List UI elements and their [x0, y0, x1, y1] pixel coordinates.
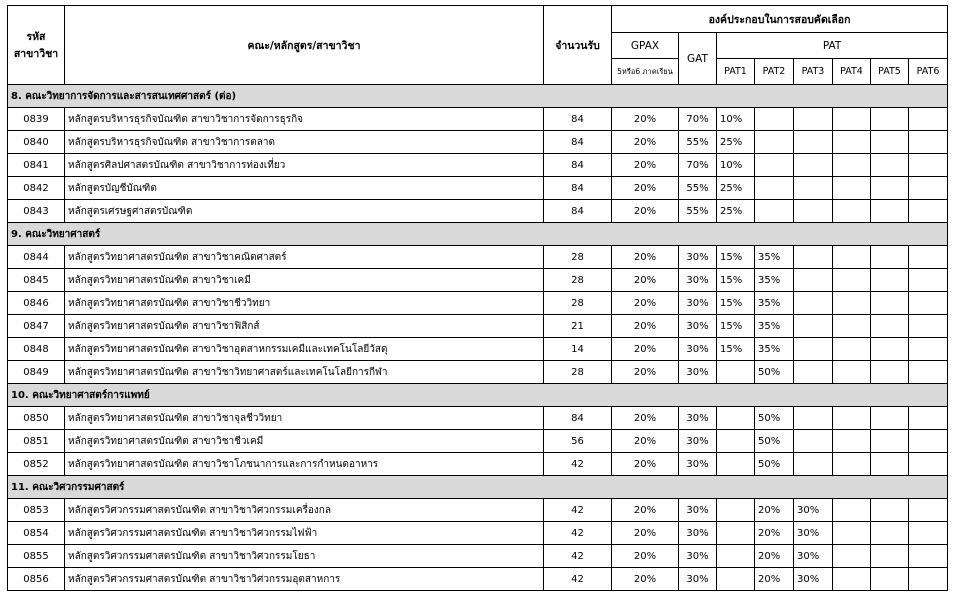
seats-cell: 28 — [544, 361, 612, 384]
pat5-cell — [871, 522, 909, 545]
pat3-cell — [794, 430, 833, 453]
pat6-cell — [909, 108, 948, 131]
pat3-cell — [794, 108, 833, 131]
pat4-cell — [833, 568, 871, 591]
pat3-cell — [794, 200, 833, 223]
pat6-cell — [909, 499, 948, 522]
pat1-cell: 25% — [717, 131, 755, 154]
pat1-cell — [717, 407, 755, 430]
pat3-cell — [794, 131, 833, 154]
code-cell: 0846 — [8, 292, 65, 315]
pat2-cell: 50% — [755, 430, 794, 453]
gpax-note: 5หรือ6 ภาคเรียน — [612, 59, 679, 85]
pat3-cell — [794, 269, 833, 292]
pat1-cell — [717, 568, 755, 591]
gpax-cell: 20% — [612, 568, 679, 591]
table-row — [8, 269, 948, 292]
table-row — [8, 177, 948, 200]
seats-cell: 28 — [544, 292, 612, 315]
gpax-cell: 20% — [612, 430, 679, 453]
pat6-cell — [909, 292, 948, 315]
pat3-cell — [794, 177, 833, 200]
code-cell: 0853 — [8, 499, 65, 522]
table-row — [8, 292, 948, 315]
pat4-cell — [833, 108, 871, 131]
pat1-cell: 15% — [717, 269, 755, 292]
gat-cell: 70% — [679, 154, 717, 177]
seats-cell: 84 — [544, 154, 612, 177]
pat5-cell — [871, 246, 909, 269]
pat6-cell — [909, 154, 948, 177]
pat1-cell: 25% — [717, 177, 755, 200]
table-row — [8, 453, 948, 476]
pat6-cell — [909, 177, 948, 200]
program-cell: หลักสูตรบัญชีบัณฑิต — [65, 177, 544, 200]
pat4-cell — [833, 407, 871, 430]
seats-cell: 84 — [544, 200, 612, 223]
pat1-cell — [717, 361, 755, 384]
seats-cell: 42 — [544, 453, 612, 476]
pat3-cell: 30% — [794, 568, 833, 591]
pat2-cell: 50% — [755, 407, 794, 430]
pat5-cell — [871, 338, 909, 361]
pat1-cell: 10% — [717, 108, 755, 131]
table-row — [8, 131, 948, 154]
gpax-cell: 20% — [612, 338, 679, 361]
program-cell: หลักสูตรบริหารธุรกิจบัณฑิต สาขาวิชาการตลาด — [65, 131, 544, 154]
pat2-cell — [755, 131, 794, 154]
pat3-cell: 30% — [794, 522, 833, 545]
pat4-cell — [833, 545, 871, 568]
program-cell: หลักสูตรวิทยาศาสตรบัณฑิต สาขาวิชาโภชนาการและการกำหนดอาหาร — [65, 453, 544, 476]
pat5-cell — [871, 200, 909, 223]
pat1-cell: 25% — [717, 200, 755, 223]
program-cell: หลักสูตรวิศวกรรมศาสตรบัณฑิต สาขาวิชาวิศวกรรมโยธา — [65, 545, 544, 568]
program-cell: หลักสูตรวิทยาศาสตรบัณฑิต สาขาวิชาชีววิทยา — [65, 292, 544, 315]
pat2-header: PAT2 — [755, 59, 794, 85]
pat6-header: PAT6 — [909, 59, 948, 85]
pat1-cell: 15% — [717, 246, 755, 269]
section-title: 9. คณะวิทยาศาสตร์ — [8, 223, 948, 246]
pat6-cell — [909, 338, 948, 361]
gpax-cell: 20% — [612, 315, 679, 338]
code-cell: 0845 — [8, 269, 65, 292]
pat4-cell — [833, 499, 871, 522]
code-cell: 0840 — [8, 131, 65, 154]
program-cell: หลักสูตรวิศวกรรมศาสตรบัณฑิต สาขาวิชาวิศวกรรมอุตสาหการ — [65, 568, 544, 591]
table-row — [8, 108, 948, 131]
gat-cell: 30% — [679, 499, 717, 522]
code-cell: 0851 — [8, 430, 65, 453]
gpax-cell: 20% — [612, 407, 679, 430]
table-row — [8, 499, 948, 522]
gpax-cell: 20% — [612, 545, 679, 568]
pat2-cell: 20% — [755, 545, 794, 568]
gpax-cell: 20% — [612, 292, 679, 315]
pat1-cell: 15% — [717, 292, 755, 315]
pat4-cell — [833, 131, 871, 154]
program-cell: หลักสูตรวิศวกรรมศาสตรบัณฑิต สาขาวิชาวิศวกรรมเครื่องกล — [65, 499, 544, 522]
section-row — [8, 476, 948, 499]
gat-cell: 30% — [679, 453, 717, 476]
pat5-cell — [871, 407, 909, 430]
pat2-cell: 35% — [755, 315, 794, 338]
pat1-cell — [717, 499, 755, 522]
gpax-cell: 20% — [612, 154, 679, 177]
gpax-cell: 20% — [612, 453, 679, 476]
pat2-cell: 20% — [755, 499, 794, 522]
code-cell: 0842 — [8, 177, 65, 200]
pat5-cell — [871, 315, 909, 338]
gpax-cell: 20% — [612, 499, 679, 522]
pat1-header: PAT1 — [717, 59, 755, 85]
pat4-cell — [833, 200, 871, 223]
pat2-cell: 35% — [755, 246, 794, 269]
pat5-cell — [871, 131, 909, 154]
table-body — [8, 85, 948, 591]
seats-cell: 42 — [544, 499, 612, 522]
program-cell: หลักสูตรศิลปศาสตรบัณฑิต สาขาวิชาการท่องเที่ยว — [65, 154, 544, 177]
gat-cell: 30% — [679, 246, 717, 269]
gat-cell: 30% — [679, 407, 717, 430]
seats-header: จำนวนรับ — [544, 6, 612, 85]
pat2-cell: 50% — [755, 361, 794, 384]
gat-cell: 55% — [679, 200, 717, 223]
pat5-cell — [871, 545, 909, 568]
pat6-cell — [909, 430, 948, 453]
program-cell: หลักสูตรวิทยาศาสตรบัณฑิต สาขาวิชาเคมี — [65, 269, 544, 292]
gat-cell: 30% — [679, 338, 717, 361]
pat3-cell — [794, 292, 833, 315]
code-header: รหัส สาขาวิชา — [8, 6, 65, 85]
pat4-cell — [833, 315, 871, 338]
section-row — [8, 384, 948, 407]
pat2-cell: 35% — [755, 338, 794, 361]
gat-header: GAT — [679, 33, 717, 85]
program-cell: หลักสูตรวิทยาศาสตรบัณฑิต สาขาวิชาชีวเคมี — [65, 430, 544, 453]
gat-cell: 30% — [679, 269, 717, 292]
pat5-cell — [871, 292, 909, 315]
pat4-cell — [833, 522, 871, 545]
table-row — [8, 361, 948, 384]
pat4-cell — [833, 361, 871, 384]
pat3-cell: 30% — [794, 545, 833, 568]
seats-cell: 84 — [544, 407, 612, 430]
pat5-cell — [871, 361, 909, 384]
program-header: คณะ/หลักสูตร/สาขาวิชา — [65, 6, 544, 85]
program-cell: หลักสูตรวิทยาศาสตรบัณฑิต สาขาวิชาอุตสาหกรรมเคมีและเทคโนโลยีวัสดุ — [65, 338, 544, 361]
gpax-cell: 20% — [612, 269, 679, 292]
pat1-cell: 10% — [717, 154, 755, 177]
gpax-cell: 20% — [612, 200, 679, 223]
table-row — [8, 154, 948, 177]
gpax-header: GPAX — [612, 33, 679, 59]
code-cell: 0848 — [8, 338, 65, 361]
pat1-cell: 15% — [717, 315, 755, 338]
gat-cell: 30% — [679, 568, 717, 591]
seats-cell: 28 — [544, 269, 612, 292]
code-cell: 0847 — [8, 315, 65, 338]
pat3-cell — [794, 453, 833, 476]
pat2-cell — [755, 154, 794, 177]
pat6-cell — [909, 545, 948, 568]
gat-cell: 30% — [679, 315, 717, 338]
pat6-cell — [909, 522, 948, 545]
seats-cell: 42 — [544, 568, 612, 591]
pat1-cell — [717, 430, 755, 453]
code-cell: 0843 — [8, 200, 65, 223]
section-title: 10. คณะวิทยาศาสตร์การแพทย์ — [8, 384, 948, 407]
gpax-cell: 20% — [612, 177, 679, 200]
section-row — [8, 85, 948, 108]
program-cell: หลักสูตรวิทยาศาสตรบัณฑิต สาขาวิชาคณิตศาสตร์ — [65, 246, 544, 269]
components-header: องค์ประกอบในการสอบคัดเลือก — [612, 6, 948, 33]
program-cell: หลักสูตรวิทยาศาสตรบัณฑิต สาขาวิชาจุลชีววิทยา — [65, 407, 544, 430]
seats-cell: 56 — [544, 430, 612, 453]
gat-cell: 55% — [679, 177, 717, 200]
pat5-cell — [871, 499, 909, 522]
pat4-header: PAT4 — [833, 59, 871, 85]
seats-cell: 42 — [544, 522, 612, 545]
gpax-cell: 20% — [612, 246, 679, 269]
pat1-cell — [717, 545, 755, 568]
pat2-cell — [755, 108, 794, 131]
seats-cell: 14 — [544, 338, 612, 361]
pat1-cell: 15% — [717, 338, 755, 361]
section-row — [8, 223, 948, 246]
code-cell: 0844 — [8, 246, 65, 269]
gpax-cell: 20% — [612, 361, 679, 384]
gat-cell: 30% — [679, 545, 717, 568]
section-title: 11. คณะวิศวกรรมศาสตร์ — [8, 476, 948, 499]
pat-header: PAT — [717, 33, 948, 59]
table-row — [8, 246, 948, 269]
pat1-cell — [717, 453, 755, 476]
pat6-cell — [909, 315, 948, 338]
pat5-cell — [871, 453, 909, 476]
gat-cell: 55% — [679, 131, 717, 154]
pat3-cell: 30% — [794, 499, 833, 522]
pat6-cell — [909, 453, 948, 476]
pat5-cell — [871, 177, 909, 200]
gpax-cell: 20% — [612, 108, 679, 131]
code-cell: 0854 — [8, 522, 65, 545]
gat-cell: 30% — [679, 430, 717, 453]
pat6-cell — [909, 246, 948, 269]
pat6-cell — [909, 269, 948, 292]
pat2-cell — [755, 200, 794, 223]
pat4-cell — [833, 430, 871, 453]
gpax-cell: 20% — [612, 522, 679, 545]
pat2-cell: 50% — [755, 453, 794, 476]
seats-cell: 84 — [544, 108, 612, 131]
seats-cell: 84 — [544, 177, 612, 200]
pat4-cell — [833, 338, 871, 361]
section-title: 8. คณะวิทยาการจัดการและสารสนเทศศาสตร์ (ต่อ) — [8, 85, 948, 108]
pat2-cell: 20% — [755, 522, 794, 545]
pat5-header: PAT5 — [871, 59, 909, 85]
pat2-cell: 35% — [755, 269, 794, 292]
pat3-cell — [794, 338, 833, 361]
program-cell: หลักสูตรวิทยาศาสตรบัณฑิต สาขาวิชาวิทยาศาสตร์และเทคโนโลยีการกีฬา — [65, 361, 544, 384]
pat3-cell — [794, 154, 833, 177]
pat5-cell — [871, 568, 909, 591]
pat3-cell — [794, 315, 833, 338]
pat3-cell — [794, 246, 833, 269]
gat-cell: 30% — [679, 522, 717, 545]
seats-cell: 42 — [544, 545, 612, 568]
pat6-cell — [909, 568, 948, 591]
gat-cell: 30% — [679, 361, 717, 384]
program-cell: หลักสูตรเศรษฐศาสตรบัณฑิต — [65, 200, 544, 223]
seats-cell: 28 — [544, 246, 612, 269]
table-row — [8, 568, 948, 591]
pat3-cell — [794, 361, 833, 384]
table-row — [8, 338, 948, 361]
pat2-cell: 20% — [755, 568, 794, 591]
pat5-cell — [871, 430, 909, 453]
code-cell: 0856 — [8, 568, 65, 591]
pat4-cell — [833, 269, 871, 292]
pat6-cell — [909, 131, 948, 154]
program-cell: หลักสูตรวิศวกรรมศาสตรบัณฑิต สาขาวิชาวิศวกรรมไฟฟ้า — [65, 522, 544, 545]
pat5-cell — [871, 269, 909, 292]
table-row — [8, 315, 948, 338]
pat3-header: PAT3 — [794, 59, 833, 85]
pat6-cell — [909, 361, 948, 384]
code-cell: 0849 — [8, 361, 65, 384]
gat-cell: 70% — [679, 108, 717, 131]
pat1-cell — [717, 522, 755, 545]
admission-table — [7, 5, 948, 591]
table-row — [8, 200, 948, 223]
code-cell: 0841 — [8, 154, 65, 177]
table-row — [8, 407, 948, 430]
seats-cell: 21 — [544, 315, 612, 338]
pat5-cell — [871, 108, 909, 131]
program-cell: หลักสูตรวิทยาศาสตรบัณฑิต สาขาวิชาฟิสิกส์ — [65, 315, 544, 338]
pat4-cell — [833, 453, 871, 476]
seats-cell: 84 — [544, 131, 612, 154]
table-row — [8, 430, 948, 453]
pat3-cell — [794, 407, 833, 430]
pat4-cell — [833, 154, 871, 177]
code-cell: 0839 — [8, 108, 65, 131]
pat4-cell — [833, 177, 871, 200]
pat2-cell: 35% — [755, 292, 794, 315]
pat4-cell — [833, 246, 871, 269]
pat6-cell — [909, 407, 948, 430]
pat4-cell — [833, 292, 871, 315]
pat5-cell — [871, 154, 909, 177]
pat6-cell — [909, 200, 948, 223]
program-cell: หลักสูตรบริหารธุรกิจบัณฑิต สาขาวิชาการจัดการธุรกิจ — [65, 108, 544, 131]
code-cell: 0855 — [8, 545, 65, 568]
code-cell: 0852 — [8, 453, 65, 476]
pat2-cell — [755, 177, 794, 200]
table-row — [8, 545, 948, 568]
gpax-cell: 20% — [612, 131, 679, 154]
table-row — [8, 522, 948, 545]
code-cell: 0850 — [8, 407, 65, 430]
gat-cell: 30% — [679, 292, 717, 315]
